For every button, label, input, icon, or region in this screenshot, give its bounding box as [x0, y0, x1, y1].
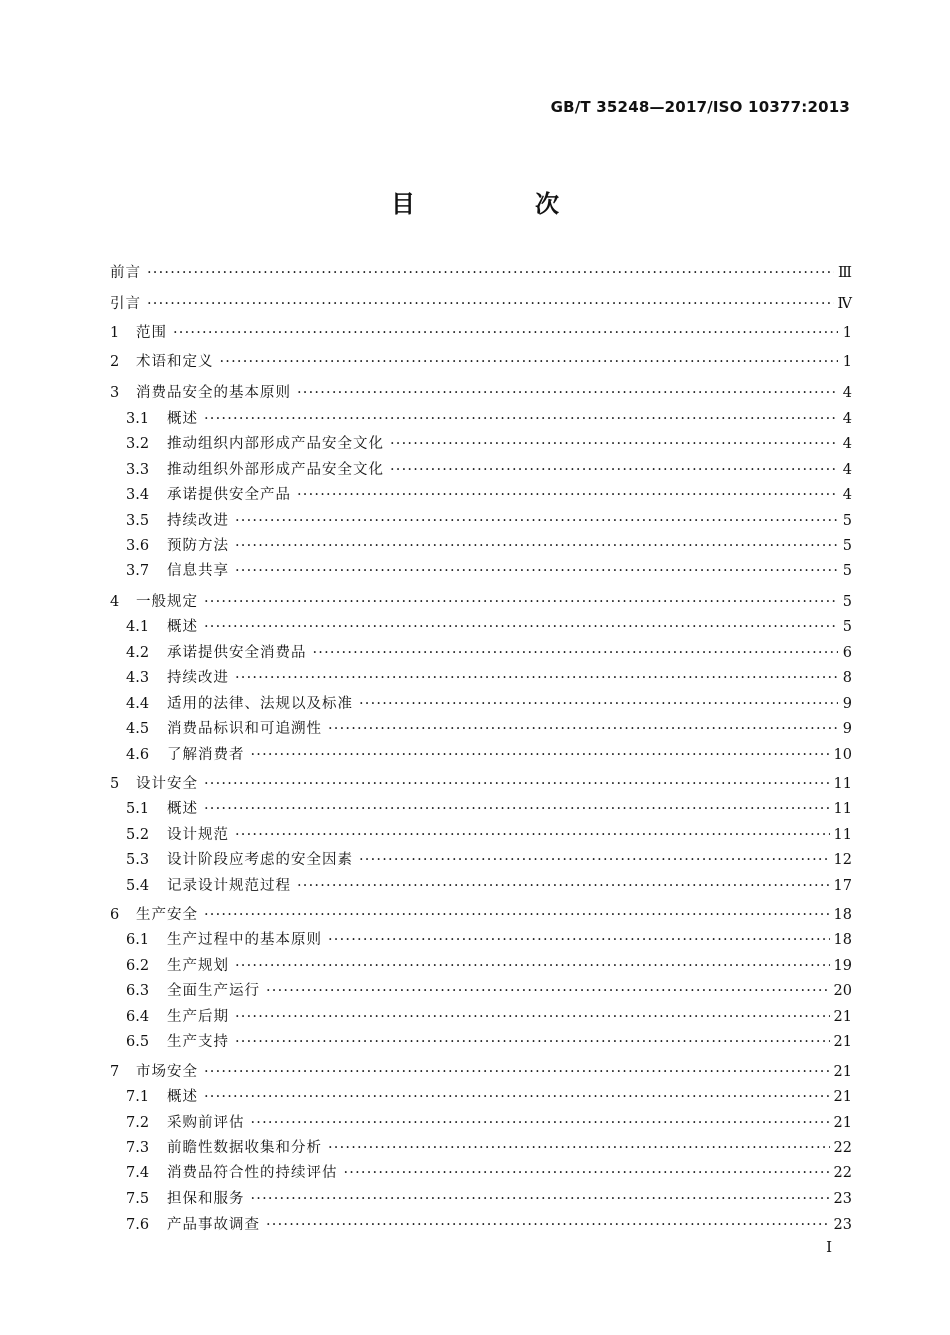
toc-entry-page: 23 — [833, 1191, 852, 1207]
toc-entry[interactable] — [110, 535, 852, 557]
toc-entry-page: 5 — [842, 619, 852, 635]
toc-leader-dots — [390, 459, 838, 481]
toc-entry-label: 市场安全 — [136, 1064, 198, 1080]
toc-entry-page: 18 — [833, 932, 852, 948]
toc-entry[interactable] — [110, 1031, 852, 1053]
toc-entry-page: 21 — [833, 1115, 852, 1131]
toc-entry-page: 9 — [842, 721, 852, 737]
toc-entry[interactable] — [110, 1188, 852, 1210]
toc-entry-number: 6.2 — [126, 958, 150, 974]
toc-leader-dots — [204, 773, 830, 795]
toc-entry-page: 5 — [842, 563, 852, 579]
toc-entry-number: 3 — [110, 385, 120, 401]
toc-leader-dots — [251, 1188, 830, 1210]
toc-entry[interactable] — [110, 929, 852, 951]
toc-entry-label: 记录设计规范过程 — [167, 878, 291, 894]
toc-entry[interactable] — [110, 693, 852, 715]
toc-entry[interactable] — [110, 322, 852, 344]
toc-leader-dots — [173, 322, 838, 344]
toc-entry-number: 7.6 — [126, 1217, 150, 1233]
toc-entry[interactable] — [110, 591, 852, 613]
toc-entry-number: 3.6 — [126, 538, 150, 554]
toc-entry-label: 生产过程中的基本原则 — [167, 932, 322, 948]
toc-entry-page: Ⅲ — [838, 265, 852, 281]
toc-entry-label: 概述 — [167, 411, 198, 427]
toc-entry-page: 21 — [833, 1064, 852, 1080]
toc-entry-number: 6.3 — [126, 983, 150, 999]
toc-entry[interactable] — [110, 798, 852, 820]
toc-entry[interactable] — [110, 293, 852, 315]
toc-entry[interactable] — [110, 1006, 852, 1028]
toc-entry[interactable] — [110, 744, 852, 766]
toc-entry-number: 4.1 — [126, 619, 150, 635]
toc-entry[interactable] — [110, 773, 852, 795]
toc-entry[interactable] — [110, 382, 852, 404]
toc-leader-dots — [328, 1137, 830, 1159]
toc-entry[interactable] — [110, 459, 852, 481]
toc-entry-number: 7.1 — [126, 1089, 150, 1105]
toc-entry-number: 4.2 — [126, 645, 150, 661]
toc-entry-page: 9 — [842, 696, 852, 712]
toc-entry[interactable] — [110, 980, 852, 1002]
toc-entry[interactable] — [110, 875, 852, 897]
toc-entry-number: 4.6 — [126, 747, 150, 763]
toc-leader-dots — [297, 875, 830, 897]
toc-entry-number: 7.5 — [126, 1191, 150, 1207]
toc-entry-label: 推动组织外部形成产品安全文化 — [167, 462, 384, 478]
toc-entry-label: 一般规定 — [136, 594, 198, 610]
toc-entry-number: 7.4 — [126, 1165, 150, 1181]
toc-entry-number: 3.7 — [126, 563, 150, 579]
toc-entry-number: 3.5 — [126, 513, 150, 529]
toc-entry-number: 3.3 — [126, 462, 150, 478]
toc-entry-number: 6.5 — [126, 1034, 150, 1050]
toc-entry-label: 推动组织内部形成产品安全文化 — [167, 436, 384, 452]
toc-entry-label: 全面生产运行 — [167, 983, 260, 999]
toc-entry-label: 持续改进 — [167, 670, 229, 686]
toc-entry[interactable] — [110, 642, 852, 664]
toc-entry-label: 概述 — [167, 801, 198, 817]
toc-entry-page: 1 — [842, 325, 852, 341]
toc-entry-label: 承诺提供安全消费品 — [167, 645, 307, 661]
toc-entry[interactable] — [110, 849, 852, 871]
toc-entry[interactable] — [110, 484, 852, 506]
toc-entry[interactable] — [110, 262, 852, 284]
toc-entry-label: 信息共享 — [167, 563, 229, 579]
toc-entry-page: 21 — [833, 1089, 852, 1105]
toc-entry-label: 承诺提供安全产品 — [167, 487, 291, 503]
toc-entry-label: 生产安全 — [136, 907, 198, 923]
toc-leader-dots — [235, 955, 830, 977]
toc-entry-label: 预防方法 — [167, 538, 229, 554]
toc-leader-dots — [266, 980, 830, 1002]
toc-entry-page: 4 — [842, 462, 852, 478]
toc-entry-page: 4 — [842, 487, 852, 503]
toc-leader-dots — [313, 642, 839, 664]
toc-entry-page: 1 — [842, 354, 852, 370]
toc-leader-dots — [297, 382, 838, 404]
toc-entry-label: 前瞻性数据收集和分析 — [167, 1140, 322, 1156]
toc-entry-page: 10 — [833, 747, 852, 763]
toc-leader-dots — [266, 1214, 830, 1236]
toc-entry-label: 生产后期 — [167, 1009, 229, 1025]
toc-entry-number: 7.3 — [126, 1140, 150, 1156]
toc-entry-number: 6.4 — [126, 1009, 150, 1025]
toc-entry[interactable] — [110, 1162, 852, 1184]
toc-entry-number: 1 — [110, 325, 120, 341]
toc-entry[interactable] — [110, 408, 852, 430]
toc-leader-dots — [204, 798, 830, 820]
toc-entry-label: 概述 — [167, 1089, 198, 1105]
toc-entry-number: 3.4 — [126, 487, 150, 503]
toc-entry-number: 5.2 — [126, 827, 150, 843]
toc-leader-dots — [204, 591, 838, 613]
toc-entry-page: 8 — [842, 670, 852, 686]
toc-entry-label: 持续改进 — [167, 513, 229, 529]
toc-leader-dots — [235, 535, 838, 557]
toc-entry-label: 担保和服务 — [167, 1191, 245, 1207]
toc-entry-page: 6 — [842, 645, 852, 661]
toc-leader-dots — [251, 744, 830, 766]
toc-leader-dots — [235, 1031, 830, 1053]
toc-leader-dots — [147, 293, 834, 315]
toc-entry-number: 3.1 — [126, 411, 150, 427]
toc-entry[interactable] — [110, 1137, 852, 1159]
toc-entry-page: 21 — [833, 1009, 852, 1025]
toc-leader-dots — [204, 616, 838, 638]
toc-entry[interactable] — [110, 955, 852, 977]
toc-entry[interactable] — [110, 351, 852, 373]
toc-entry[interactable] — [110, 667, 852, 689]
toc-entry-number: 3.2 — [126, 436, 150, 452]
toc-entry-label: 生产规划 — [167, 958, 229, 974]
standard-code: GB/T 35248—2017/ISO 10377:2013 — [550, 98, 850, 116]
toc-entry-page: 21 — [833, 1034, 852, 1050]
toc-entry-number: 5.3 — [126, 852, 150, 868]
toc-entry-label: 范围 — [136, 325, 167, 341]
toc-entry-label: 设计阶段应考虑的安全因素 — [167, 852, 353, 868]
toc-leader-dots — [297, 484, 838, 506]
toc-entry-number: 6.1 — [126, 932, 150, 948]
toc-entry-page: 11 — [833, 827, 852, 843]
toc-entry-number: 7.2 — [126, 1115, 150, 1131]
toc-entry[interactable] — [110, 824, 852, 846]
toc-entry[interactable] — [110, 510, 852, 532]
toc-leader-dots — [235, 560, 838, 582]
toc-entry-label: 消费品安全的基本原则 — [136, 385, 291, 401]
toc-entry-number: 4.3 — [126, 670, 150, 686]
toc-entry[interactable] — [110, 1086, 852, 1108]
toc-leader-dots — [359, 849, 830, 871]
toc-entry-number: 5 — [110, 776, 120, 792]
toc-entry-page: 11 — [833, 776, 852, 792]
toc-entry-number: 2 — [110, 354, 120, 370]
toc-entry-page: 17 — [833, 878, 852, 894]
toc-entry-label: 了解消费者 — [167, 747, 245, 763]
toc-leader-dots — [220, 351, 839, 373]
toc-entry-page: 4 — [842, 385, 852, 401]
toc-entry-label: 产品事故调查 — [167, 1217, 260, 1233]
toc-entry-page: 18 — [833, 907, 852, 923]
toc-entry-label: 适用的法律、法规以及标准 — [167, 696, 353, 712]
toc-entry-number: 7 — [110, 1064, 120, 1080]
toc-leader-dots — [251, 1112, 830, 1134]
toc-entry-label: 消费品符合性的持续评估 — [167, 1165, 338, 1181]
toc-entry-number: 5.4 — [126, 878, 150, 894]
toc-leader-dots — [328, 718, 838, 740]
toc-leader-dots — [204, 1086, 830, 1108]
toc-entry-number: 4.4 — [126, 696, 150, 712]
page-number: I — [826, 1238, 832, 1256]
toc-leader-dots — [204, 1061, 830, 1083]
toc-leader-dots — [344, 1162, 830, 1184]
toc-leader-dots — [147, 262, 834, 284]
toc-entry-number: 4.5 — [126, 721, 150, 737]
toc-entry[interactable] — [110, 616, 852, 638]
toc-entry-page: 22 — [833, 1140, 852, 1156]
toc-entry-label: 前言 — [110, 265, 141, 281]
toc-entry[interactable] — [110, 904, 852, 926]
toc-entry-label: 引言 — [110, 296, 141, 312]
toc-entry-page: 23 — [833, 1217, 852, 1233]
toc-entry-page: 12 — [833, 852, 852, 868]
toc-entry-label: 概述 — [167, 619, 198, 635]
toc-leader-dots — [235, 667, 838, 689]
toc-entry-label: 采购前评估 — [167, 1115, 245, 1131]
toc-entry[interactable] — [110, 718, 852, 740]
toc-entry-number: 6 — [110, 907, 120, 923]
toc-entry-page: Ⅳ — [837, 296, 852, 312]
toc-entry-number: 4 — [110, 594, 120, 610]
toc-leader-dots — [359, 693, 838, 715]
toc-entry-page: 5 — [842, 594, 852, 610]
toc-entry[interactable] — [110, 1061, 852, 1083]
toc-entry-page: 4 — [842, 436, 852, 452]
toc-entry[interactable] — [110, 560, 852, 582]
toc-entry-page: 19 — [833, 958, 852, 974]
toc-entry-number: 5.1 — [126, 801, 150, 817]
toc-entry[interactable] — [110, 433, 852, 455]
toc-entry-page: 11 — [833, 801, 852, 817]
toc-leader-dots — [204, 408, 838, 430]
toc-entry[interactable] — [110, 1214, 852, 1236]
toc-title: 目 次 — [391, 190, 607, 218]
toc-entry-page: 4 — [842, 411, 852, 427]
toc-entry-label: 术语和定义 — [136, 354, 214, 370]
toc-entry-page: 22 — [833, 1165, 852, 1181]
toc-entry-label: 消费品标识和可追溯性 — [167, 721, 322, 737]
toc-leader-dots — [235, 824, 830, 846]
toc-leader-dots — [328, 929, 830, 951]
toc-entry-page: 5 — [842, 538, 852, 554]
toc-leader-dots — [390, 433, 838, 455]
toc-entry-page: 5 — [842, 513, 852, 529]
toc-entry-label: 设计安全 — [136, 776, 198, 792]
toc-leader-dots — [204, 904, 830, 926]
toc-leader-dots — [235, 510, 838, 532]
toc-entry-page: 20 — [833, 983, 852, 999]
toc-leader-dots — [235, 1006, 830, 1028]
toc-entry-label: 生产支持 — [167, 1034, 229, 1050]
toc-entry[interactable] — [110, 1112, 852, 1134]
toc-entry-label: 设计规范 — [167, 827, 229, 843]
